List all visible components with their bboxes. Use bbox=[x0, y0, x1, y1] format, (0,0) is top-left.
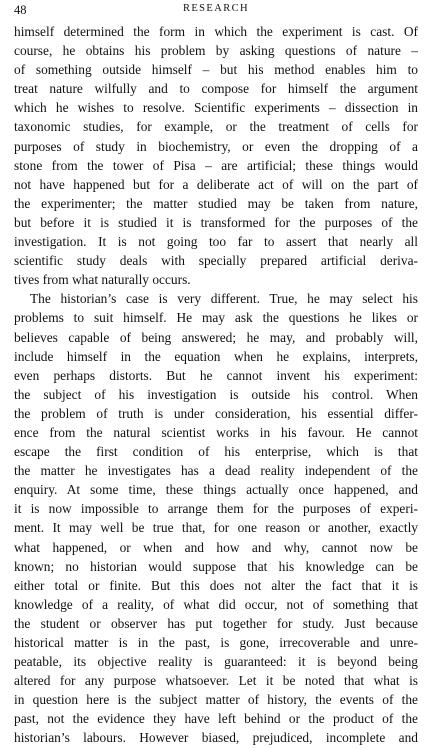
text-line: which he wishes to resolve. Scientific experiments – dissection in bbox=[14, 100, 418, 116]
text-line: altered for any purpose whatsoever. Let it be noted that what is bbox=[14, 673, 418, 689]
text-line: either total or finite. But this does not alter the fact that it is bbox=[14, 577, 418, 593]
book-page bbox=[14, 0, 418, 748]
text-line: taxonomic studies, for example, or the treatment of cells for bbox=[14, 119, 418, 135]
text-line: investigation. It is not going too far to assert that nearly all bbox=[14, 234, 418, 250]
text-line: ence from the natural scientist works in his favour. He cannot bbox=[14, 424, 418, 440]
paragraph bbox=[14, 289, 418, 747]
text-line: even perhaps distorts. But he cannot invent his experiment: bbox=[14, 367, 418, 383]
text-line: past, not the evidence they have left behind or the product of the bbox=[14, 711, 418, 727]
text-line: ment. It may well be true that, for one reason or another, exactly bbox=[14, 520, 418, 536]
text-line: believes capable of being answered; he may, and probably will, bbox=[14, 329, 418, 345]
text-line: the subject of his investigation is outside his control. When bbox=[14, 386, 418, 402]
text-line: include himself in the equation when he explains, interprets, bbox=[14, 348, 418, 364]
text-line: escape the first condition of his enterprise, which is that bbox=[14, 444, 418, 460]
text-line: peatable, its objective reality is guaranteed: it is beyond being bbox=[14, 654, 418, 670]
text-line: knowledge of a reality, of what did occur, not of something that bbox=[14, 596, 418, 612]
text-line: not have happened but for a deliberate act of will on the part of bbox=[14, 176, 418, 192]
text-line: course, he obtains his problem by asking questions of nature – bbox=[14, 43, 418, 59]
page-number: 48 bbox=[14, 3, 27, 17]
body-text bbox=[14, 22, 418, 748]
text-line: the matter he investigates has a dead reality independent of the bbox=[14, 463, 418, 479]
text-line: himself determined the form in which the experiment is cast. Of bbox=[14, 24, 418, 39]
text-line: it is now impossible to arrange them for the purposes of experi- bbox=[14, 501, 418, 517]
text-line: historical matter is in the past, is gone, irrecoverable and unre- bbox=[14, 635, 418, 650]
text-line: problems to suit himself. He may ask the questions he likes or bbox=[14, 310, 418, 326]
text-line: but before it is studied it is transformed for the purposes of the bbox=[14, 214, 418, 230]
text-line: enquiry. At some time, these things actually once happened, and bbox=[14, 482, 418, 498]
text-line: scientific study deals with specially prepared artificial deriva- bbox=[14, 253, 418, 269]
text-line: stone from the tower of Pisa – are artificial; these things would bbox=[14, 157, 418, 173]
text-line: the student or observer has put together for study. Just because bbox=[14, 615, 418, 631]
text-line: tives from what naturally occurs. bbox=[14, 272, 191, 288]
text-line: The historian’s case is very different. True, he may select his bbox=[30, 291, 418, 307]
text-line: what happened, or when and how and why, cannot now be bbox=[14, 539, 418, 555]
paragraph bbox=[14, 22, 418, 289]
text-line: in question here is the subject matter of history, the events of the bbox=[14, 692, 418, 708]
text-line: purposes of study in biochemistry, or even the dropping of a bbox=[14, 138, 418, 154]
text-line: historian’s labours. However biased, prejudiced, incomplete and bbox=[14, 730, 418, 746]
text-line: the experimenter; the matter studied may be taken from nature, bbox=[14, 195, 418, 211]
text-line: of something outside himself – but his method enables him to bbox=[14, 62, 418, 78]
running-title: RESEARCH bbox=[182, 3, 250, 14]
text-line: known; no historian would suppose that his knowledge can be bbox=[14, 558, 418, 574]
running-head bbox=[14, 0, 418, 22]
text-line: treat nature wilfully and to compose for himself the argument bbox=[14, 81, 418, 97]
text-line: the problem of truth is under consideration, his essential differ- bbox=[14, 405, 418, 421]
